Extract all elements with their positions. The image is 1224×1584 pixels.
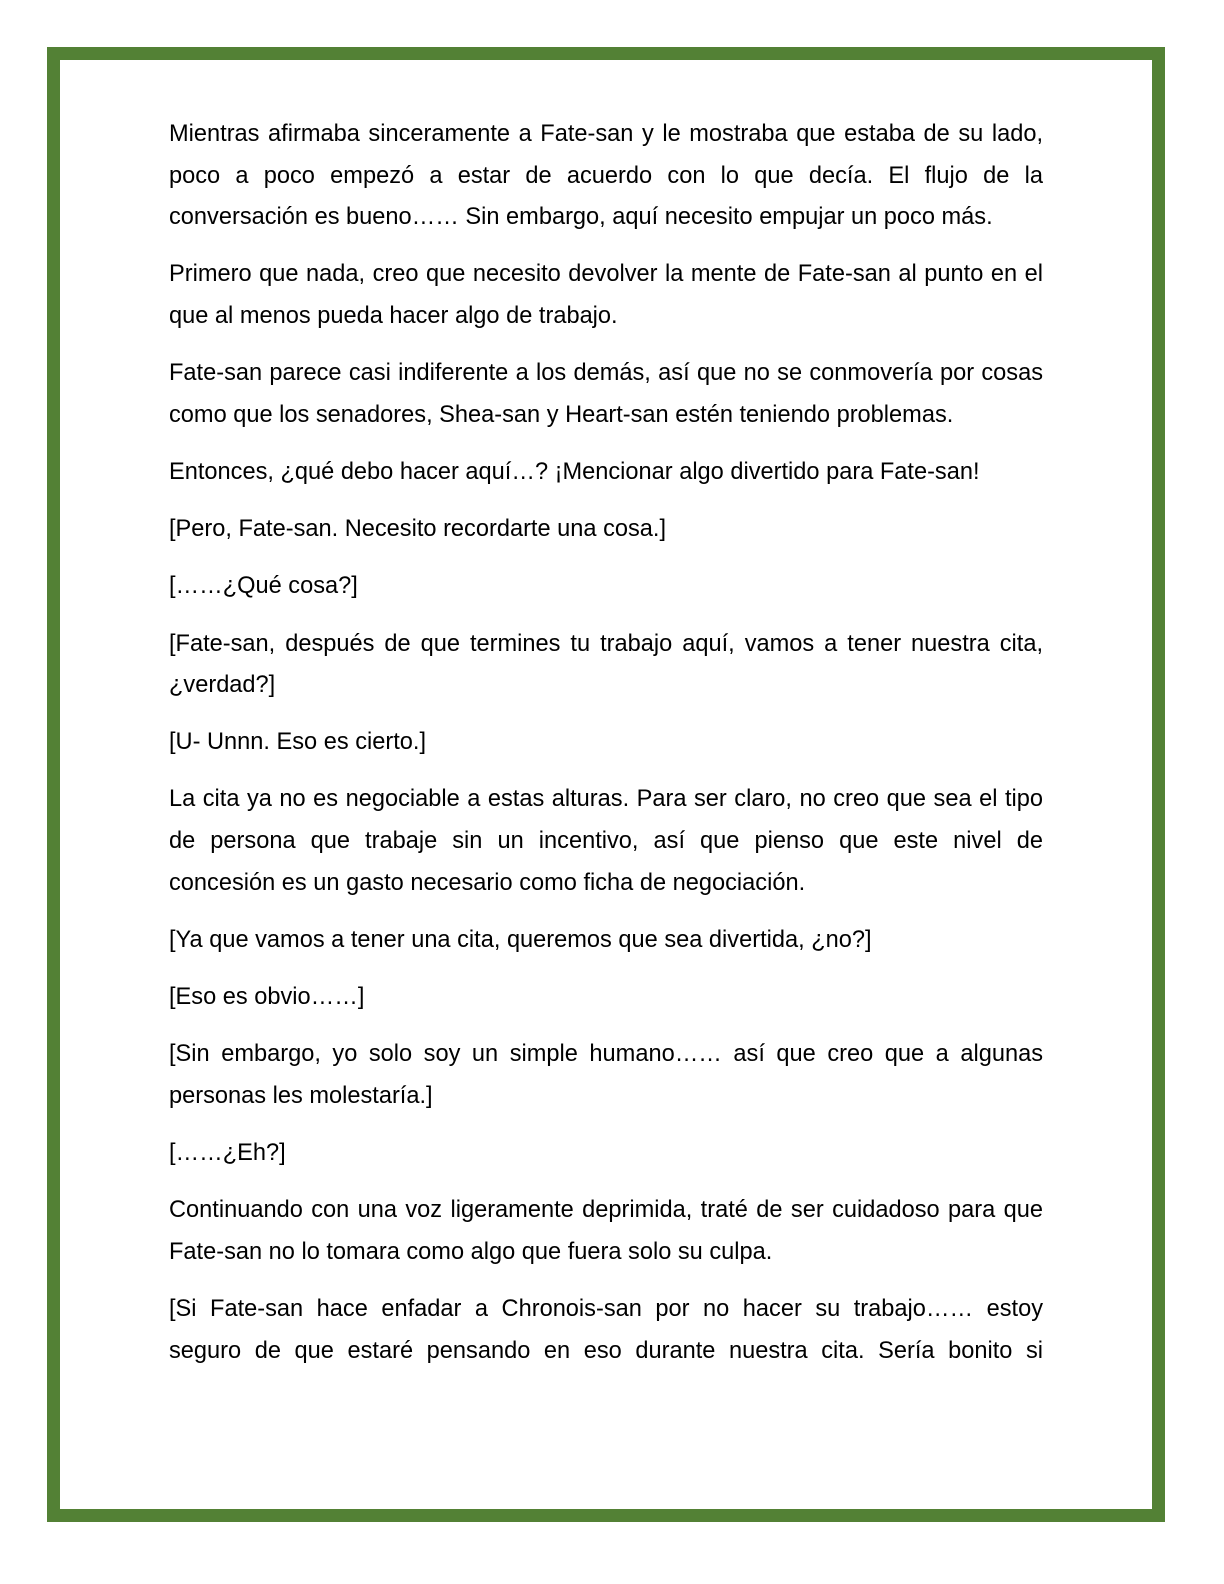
paragraph: La cita ya no es negociable a estas alturas. Para ser claro, no creo que sea el tipo de persona que trabaje sin un incentivo, así que pienso que este nivel de concesión es un gasto necesario como ficha de negociación. [169,786,1043,896]
paragraph: Continuando con una voz ligeramente deprimida, traté de ser cuidadoso para que Fate-san no lo tomara como algo que fuera solo su culpa. [169,1197,1043,1265]
paragraph: [……¿Eh?] [169,1140,286,1166]
document-text-body [169,114,1043,1388]
paragraph: Primero que nada, creo que necesito devolver la mente de Fate-san al punto en el que al menos pueda hacer algo de trabajo. [169,261,1043,329]
paragraph: [U- Unnn. Eso es cierto.] [169,729,427,756]
paragraph: [Eso es obvio……] [169,984,365,1011]
paragraph: Mientras afirmaba sinceramente a Fate-san y le mostraba que estaba de su lado, poco a poco empezó a estar de acuerdo con lo que decía. El flujo de la conversación es bueno…… Sin embargo, aquí necesito empujar un poco más. [169,121,1043,231]
paragraph: [Fate-san, después de que termines tu trabajo aquí, vamos a tener nuestra cita, ¿verdad?] [169,630,1043,699]
paragraph: Fate-san parece casi indiferente a los demás, así que no se conmovería por cosas como que los senadores, Shea-san y Heart-san estén teniendo problemas. [169,360,1043,428]
paragraph: [Si Fate-san hace enfadar a Chronois-san por no hacer su trabajo…… estoy seguro de que estaré pensando en eso durante nuestra cita. Sería bonito si [169,1295,1043,1364]
paragraph: [Ya que vamos a tener una cita, queremos que sea divertida, ¿no?] [169,926,872,953]
paragraph: [Sin embargo, yo solo soy un simple humano…… así que creo que a algunas personas les molestaría.] [169,1041,1043,1109]
paragraph: [Pero, Fate-san. Necesito recordarte una cosa.] [169,516,667,543]
paragraph: Entonces, ¿qué debo hacer aquí…? ¡Mencionar algo divertido para Fate-san! [169,458,980,485]
paragraph: [……¿Qué cosa?] [169,573,358,600]
